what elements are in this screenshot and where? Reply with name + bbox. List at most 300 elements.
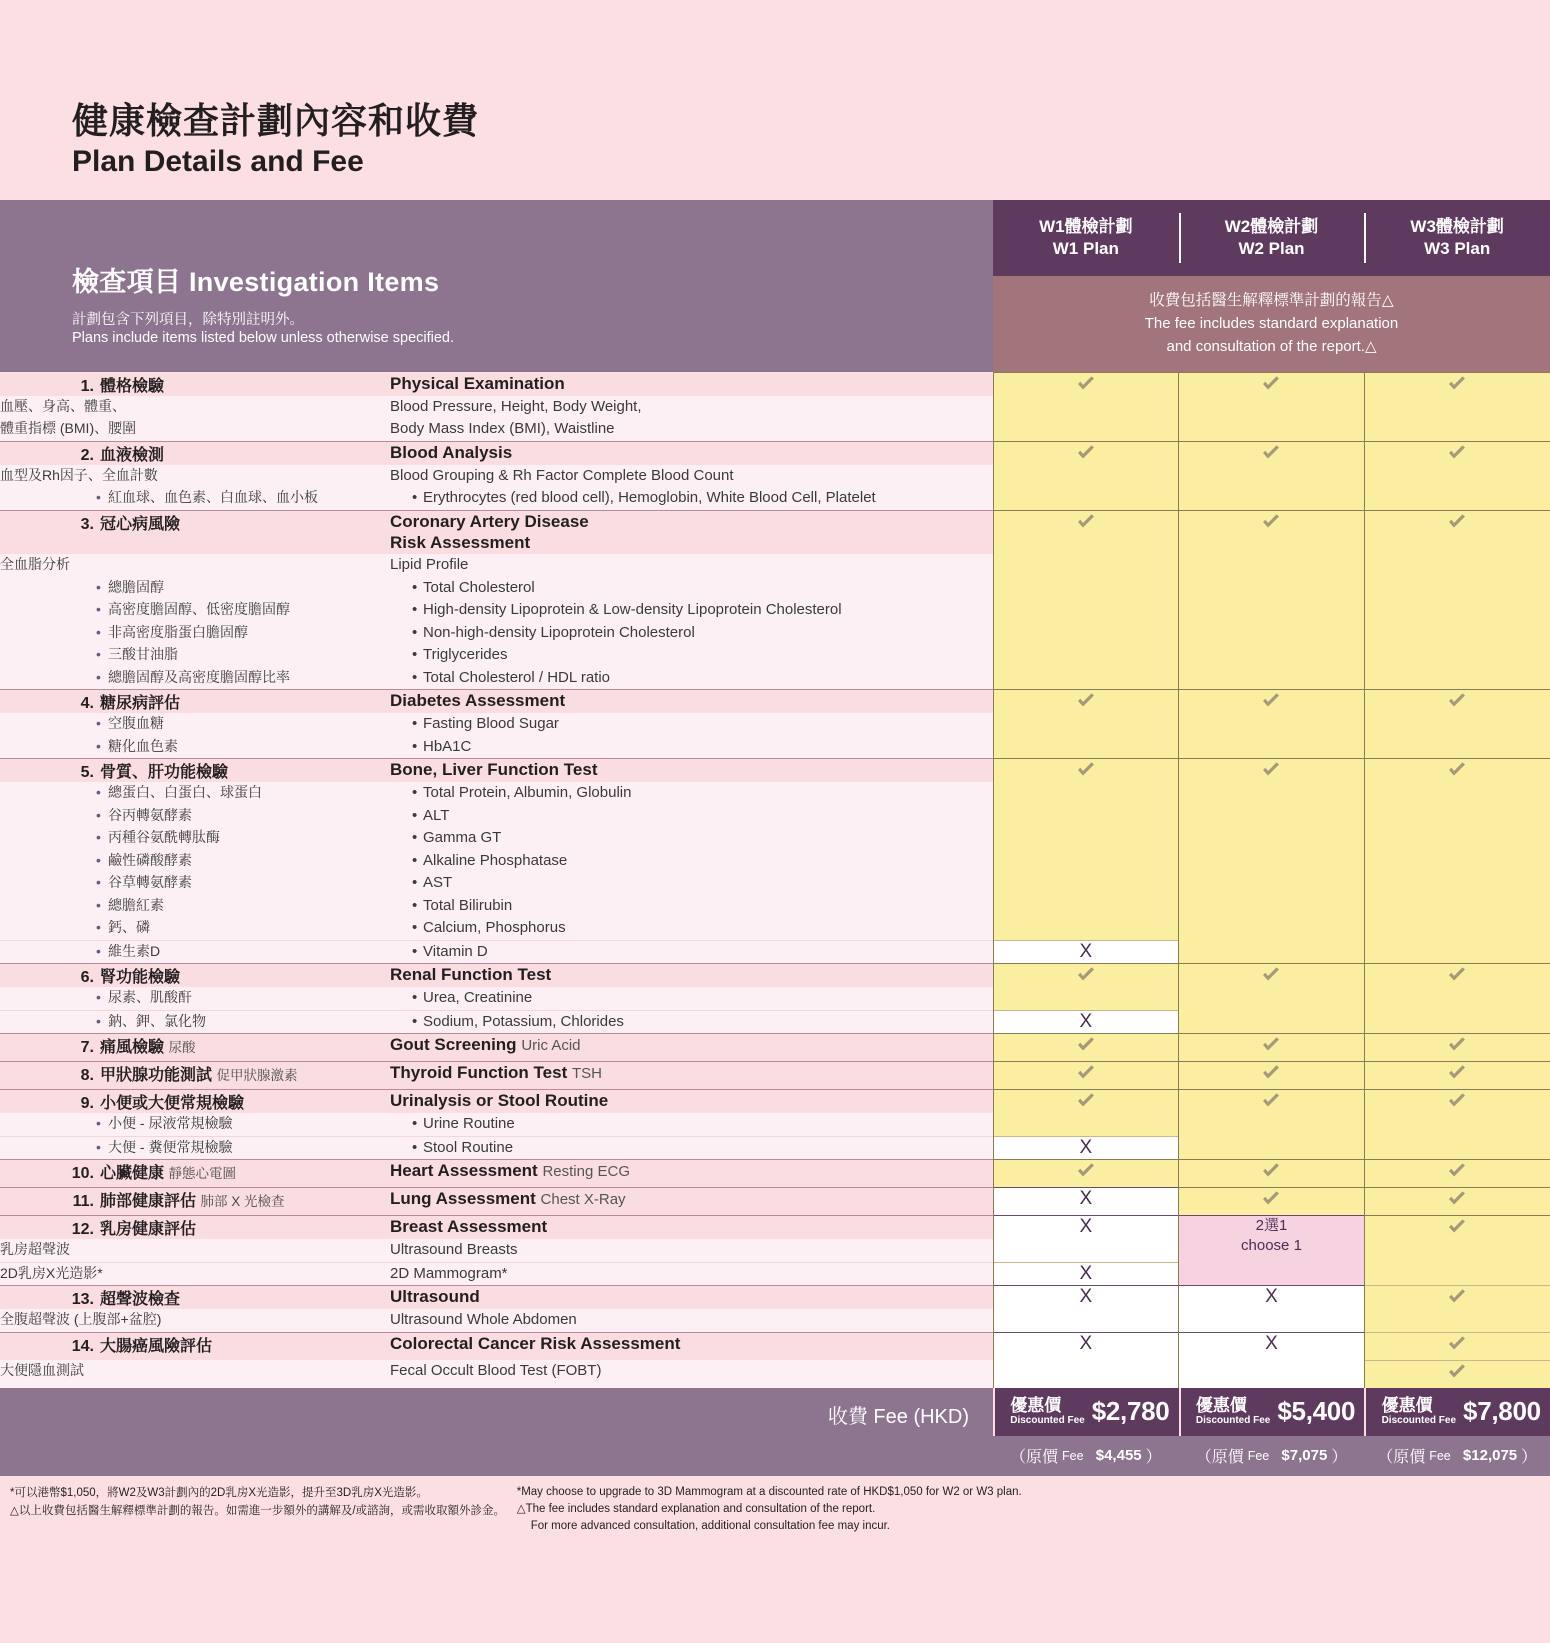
- plan-header-w3-en: W3 Plan: [1424, 239, 1491, 258]
- item-12-sub-2-en: 2D Mammogram*: [390, 1262, 993, 1286]
- item-3-en-line2: Risk Assessment: [390, 533, 531, 553]
- cross-icon: X: [1079, 1332, 1093, 1354]
- table-row: [0, 1034, 1550, 1062]
- item-2-w2-mark: [1179, 441, 1365, 510]
- item-12-sub-2-zh: 2D乳房X光造影*: [0, 1262, 390, 1286]
- check-icon: [1260, 511, 1282, 533]
- item-10-zh-detail: 靜態心電圖: [168, 1166, 236, 1181]
- item-11-number: 11.: [72, 1193, 94, 1210]
- item-11-w2-mark: [1179, 1188, 1365, 1216]
- item-14-w3-mark-a: [1364, 1332, 1550, 1360]
- footnote-en-1: *May choose to upgrade to 3D Mammogram at a discounted rate of HKD$1,050 for W2 or W3 plan.: [516, 1485, 1022, 1498]
- fee-discount-zh-w1: 優惠價: [1010, 1396, 1062, 1415]
- item-7-w3-mark: [1364, 1034, 1550, 1062]
- check-icon: [1446, 1034, 1468, 1056]
- check-icon: [1446, 1286, 1468, 1308]
- check-icon: [1075, 964, 1097, 986]
- item-12-sub-1-zh: 乳房超聲波: [0, 1239, 390, 1262]
- fee-row: [0, 1388, 1550, 1436]
- item-9-number: 9.: [80, 1095, 94, 1112]
- footnote-zh-2: △以上收費包括醫生解釋標準計劃的報告。如需進一步額外的講解及/或諮詢，或需收取額外診金。: [10, 1505, 506, 1518]
- fee-cell-w2: [1179, 1388, 1365, 1436]
- item-13-zh: [0, 1286, 390, 1310]
- item-9-zh-label: 小便或大便常規檢驗: [100, 1095, 245, 1112]
- item-14-w3-mark-b: [1364, 1360, 1550, 1388]
- fee-note-en-line1: The fee includes standard explanation: [1144, 315, 1399, 333]
- check-icon: [1446, 1333, 1468, 1355]
- item-3-sub-3-en: • High-density Lipoprotein & Low-density Lipoprotein Cholesterol: [390, 599, 993, 622]
- item-8-zh: [0, 1062, 390, 1090]
- item-8-en-label: Thyroid Function Test: [390, 1063, 568, 1082]
- item-3-sub-6-en: • Total Cholesterol / HDL ratio: [390, 667, 993, 690]
- table-header-band: [0, 200, 1550, 372]
- plan-header-w2-en: W2 Plan: [1238, 239, 1305, 258]
- check-icon: [1075, 690, 1097, 712]
- check-icon: [1446, 1188, 1468, 1210]
- item-7-w2-mark: [1179, 1034, 1365, 1062]
- plan-header-w3: [1364, 200, 1550, 276]
- original-fee-zh-w2: （原價: [1195, 1449, 1244, 1466]
- check-icon: [1260, 1034, 1282, 1056]
- check-icon: [1260, 690, 1282, 712]
- footnote-en-2: △The fee includes standard explanation and consultation of the report.: [516, 1502, 876, 1515]
- item-12-w2-choose: [1179, 1216, 1365, 1286]
- table-row: [0, 1216, 1550, 1240]
- footnotes-en: [507, 1484, 1540, 1536]
- plan-names-row: [993, 200, 1550, 276]
- item-5-sub-7-en: • Calcium, Phosphorus: [390, 917, 993, 940]
- item-9-stool-w1-mark: [993, 1136, 1179, 1160]
- item-13-number: 13.: [71, 1291, 94, 1308]
- original-fee-close-w2: ）: [1331, 1449, 1348, 1466]
- item-2-number: 2.: [80, 446, 94, 464]
- item-4-zh-label: 糖尿病評估: [100, 695, 181, 712]
- item-4-w2-mark: [1179, 690, 1365, 759]
- item-4-en: Diabetes Assessment: [390, 690, 993, 714]
- item-11-w3-mark: [1364, 1188, 1550, 1216]
- item-5-sub-5-en: • AST: [390, 872, 993, 895]
- fee-note-en-line2: and consultation of the report.△: [1166, 338, 1377, 356]
- item-5-sub-1-en: • Total Protein, Albumin, Globulin: [390, 782, 993, 805]
- item-2-sub-1-en: Blood Grouping & Rh Factor Complete Blood Count: [390, 465, 993, 488]
- item-9-sub-1-en: • Urine Routine: [390, 1113, 993, 1136]
- item-8-w1-mark: [993, 1062, 1179, 1090]
- footnote-en-3: For more advanced consultation, additional consultation fee may incur.: [530, 1520, 890, 1532]
- item-1-w3-mark: [1364, 373, 1550, 442]
- original-fee-amount-w2: $7,075: [1281, 1447, 1328, 1464]
- item-9-w2-mark: [1179, 1090, 1365, 1160]
- check-icon: [1446, 1062, 1468, 1084]
- original-fee-en-w3: Fee: [1429, 1448, 1451, 1463]
- item-6-w3-mark: [1364, 964, 1550, 1034]
- item-5-w3-mark: [1364, 759, 1550, 964]
- fee-cells: [993, 1388, 1550, 1436]
- item-11-zh-detail: 肺部 X 光檢查: [200, 1194, 285, 1209]
- item-11-en-detail: Chest X-Ray: [540, 1191, 626, 1208]
- item-2-en: Blood Analysis: [390, 441, 993, 465]
- item-2-zh: [0, 441, 390, 465]
- item-4-zh: [0, 690, 390, 714]
- item-13-sub-1-en: Ultrasound Whole Abdomen: [390, 1309, 993, 1332]
- item-6-sub-1-zh: • 尿素、肌酸酐: [0, 987, 390, 1010]
- table-row: [0, 759, 1550, 783]
- table-row: [0, 1160, 1550, 1188]
- cross-icon: X: [1079, 1216, 1093, 1237]
- plan-header-w3-zh: W3體檢計劃: [1410, 216, 1504, 236]
- item-5-zh-label: 骨質、肝功能檢驗: [100, 764, 229, 781]
- item-12-w3-mark: [1364, 1216, 1550, 1286]
- item-5-sub-1-zh: • 總蛋白、白蛋白、球蛋白: [0, 782, 390, 805]
- item-5-sub-3-zh: • 丙種谷氨酰轉肽酶: [0, 827, 390, 850]
- item-12-en: Breast Assessment: [390, 1216, 993, 1240]
- item-2-w3-mark: [1364, 441, 1550, 510]
- item-1-sub-1-en: Blood Pressure, Height, Body Weight,: [390, 396, 993, 419]
- item-13-sub-1-zh: 全腹超聲波 (上腹部+盆腔): [0, 1309, 390, 1332]
- item-10-en-label: Heart Assessment: [390, 1161, 538, 1180]
- fee-discount-en-w1: Discounted Fee: [1010, 1415, 1085, 1426]
- item-1-number: 1.: [80, 377, 94, 395]
- item-14-number: 14.: [71, 1337, 94, 1355]
- item-4-sub-1-en: • Fasting Blood Sugar: [390, 713, 993, 736]
- cross-icon: X: [1079, 1286, 1093, 1307]
- item-7-zh-label: 痛風檢驗: [100, 1039, 165, 1056]
- item-9-sub-2-en: • Stool Routine: [390, 1136, 993, 1160]
- fee-discount-zh-w3: 優惠價: [1381, 1396, 1433, 1415]
- table-row: [0, 1332, 1550, 1360]
- check-icon: [1260, 759, 1282, 781]
- item-3-zh: [0, 510, 390, 554]
- item-3-sub-1-en: Lipid Profile: [390, 554, 993, 577]
- item-3-zh-label: 冠心病風險: [100, 515, 181, 533]
- original-fee-cells: [993, 1436, 1550, 1476]
- item-14-zh: [0, 1332, 390, 1360]
- item-14-w2-mark: [1179, 1332, 1365, 1388]
- item-5-sub-6-en: • Total Bilirubin: [390, 895, 993, 918]
- item-1-en: Physical Examination: [390, 373, 993, 396]
- item-5-w1-mark: [993, 759, 1179, 941]
- item-3-sub-5-zh: • 三酸甘油脂: [0, 644, 390, 667]
- check-icon: [1075, 373, 1097, 395]
- cross-icon: X: [1079, 1010, 1093, 1032]
- check-icon: [1260, 1062, 1282, 1084]
- item-6-number: 6.: [80, 969, 94, 986]
- item-6-en: Renal Function Test: [390, 964, 993, 988]
- item-2-sub-2-zh: • 紅血球、血色素、白血球、血小板: [0, 487, 390, 510]
- original-fee-zh-w1: （原價: [1010, 1449, 1059, 1466]
- item-1-zh: [0, 373, 390, 396]
- fee-discount-label-w3: [1382, 1397, 1456, 1426]
- original-fee-left-spacer: [0, 1436, 993, 1476]
- original-fee-w2: [1179, 1436, 1365, 1476]
- investigation-items-sub-en: Plans include items listed below unless otherwise specified.: [72, 330, 455, 346]
- choose-label-zh: 2選1: [1255, 1217, 1288, 1234]
- item-9-sub-1-zh: • 小便 - 尿液常規檢驗: [0, 1113, 390, 1136]
- item-3-en: [390, 510, 993, 554]
- fee-note-band: [993, 276, 1550, 372]
- item-5-sub-2-en: • ALT: [390, 805, 993, 828]
- item-3-w2-mark: [1179, 510, 1365, 690]
- item-7-number: 7.: [80, 1039, 94, 1056]
- table-row: [0, 373, 1550, 396]
- check-icon: [1260, 964, 1282, 986]
- item-7-en-detail: Uric Acid: [521, 1037, 581, 1054]
- item-3-sub-5-en: • Triglycerides: [390, 644, 993, 667]
- item-5-sub-3-en: • Gamma GT: [390, 827, 993, 850]
- choose-label-en: choose 1: [1241, 1237, 1302, 1255]
- footnote-zh-1: *可以港幣$1,050，將W2及W3計劃內的2D乳房X光造影，提升至3D乳房X光造影。: [10, 1486, 428, 1499]
- item-10-en-detail: Resting ECG: [542, 1163, 631, 1180]
- check-icon: [1446, 690, 1468, 712]
- item-5-sub-4-zh: • 鹼性磷酸酵素: [0, 850, 390, 873]
- plan-columns-header: [993, 200, 1550, 372]
- item-10-w1-mark: [993, 1160, 1179, 1188]
- item-4-number: 4.: [80, 695, 94, 712]
- page-title-zh: 健康檢查計劃內容和收費: [72, 100, 480, 141]
- item-13-en: Ultrasound: [390, 1286, 993, 1310]
- item-11-en-label: Lung Assessment: [390, 1189, 536, 1208]
- check-icon: [1075, 1090, 1097, 1112]
- check-icon: [1260, 1188, 1282, 1210]
- item-5-sub-2-zh: • 谷丙轉氨酵素: [0, 805, 390, 828]
- item-1-sub-2-en: Body Mass Index (BMI), Waistline: [390, 418, 993, 441]
- item-13-w2-mark: [1179, 1286, 1365, 1333]
- check-icon: [1446, 759, 1468, 781]
- item-4-sub-2-en: • HbA1C: [390, 736, 993, 759]
- original-fee-amount-w1: $4,455: [1095, 1447, 1142, 1464]
- item-1-zh-label: 體格檢驗: [100, 377, 165, 395]
- item-3-number: 3.: [80, 515, 94, 533]
- investigation-items-table: [0, 372, 1550, 1388]
- table-row: [0, 964, 1550, 988]
- check-icon: [1446, 442, 1468, 464]
- item-4-w1-mark: [993, 690, 1179, 759]
- item-5-sub-7-zh: • 鈣、磷: [0, 917, 390, 940]
- item-7-zh-detail: 尿酸: [168, 1040, 196, 1055]
- page-title-en: Plan Details and Fee: [72, 145, 364, 179]
- fee-discount-zh-w2: 優惠價: [1195, 1396, 1247, 1415]
- table-row: [0, 1062, 1550, 1090]
- check-icon: [1446, 1090, 1468, 1112]
- item-9-en: Urinalysis or Stool Routine: [390, 1090, 993, 1114]
- item-11-w1-mark: [993, 1188, 1179, 1216]
- check-icon: [1446, 511, 1468, 533]
- check-icon: [1260, 442, 1282, 464]
- plan-header-w2-zh: W2體檢計劃: [1224, 216, 1319, 236]
- item-9-w3-mark: [1364, 1090, 1550, 1160]
- footnotes-zh: [10, 1484, 507, 1536]
- fee-discount-en-w3: Discounted Fee: [1381, 1415, 1457, 1426]
- item-5-en: Bone, Liver Function Test: [390, 759, 993, 783]
- item-6-w2-mark: [1179, 964, 1365, 1034]
- plan-header-w2: [1179, 200, 1365, 276]
- item-10-zh-label: 心臟健康: [100, 1165, 165, 1182]
- item-3-sub-6-zh: • 總膽固醇及高密度膽固醇比率: [0, 667, 390, 690]
- item-9-sub-2-zh: • 大便 - 糞便常規檢驗: [0, 1136, 390, 1160]
- original-fee-row: [0, 1436, 1550, 1476]
- item-9-w1-mark: [993, 1090, 1179, 1137]
- table-row: [0, 1188, 1550, 1216]
- check-icon: [1075, 1062, 1097, 1084]
- item-4-w3-mark: [1364, 690, 1550, 759]
- cross-icon: X: [1079, 1136, 1093, 1158]
- item-5-sub-8-zh: • 維生素D: [0, 940, 390, 964]
- item-5-w2-mark: [1179, 759, 1365, 964]
- check-icon: [1446, 1160, 1468, 1182]
- item-8-w2-mark: [1179, 1062, 1365, 1090]
- check-icon: [1260, 1090, 1282, 1112]
- investigation-items-header: [0, 200, 993, 372]
- item-14-sub-1-en: Fecal Occult Blood Test (FOBT): [390, 1360, 993, 1388]
- cross-icon: X: [1265, 1286, 1278, 1307]
- item-12-sub-1-en: Ultrasound Breasts: [390, 1239, 993, 1262]
- fee-note-zh: 收費包括醫生解釋標準計劃的報告△: [1149, 291, 1394, 309]
- item-5-number: 5.: [80, 764, 94, 781]
- cross-icon: X: [1265, 1332, 1278, 1354]
- table-row: [0, 510, 1550, 554]
- item-13-w3-mark: [1364, 1286, 1550, 1333]
- item-5-zh: [0, 759, 390, 783]
- item-10-w2-mark: [1179, 1160, 1365, 1188]
- item-5-sub-5-zh: • 谷草轉氨酵素: [0, 872, 390, 895]
- check-icon: [1446, 964, 1468, 986]
- item-12-mammogram-w1-mark: [993, 1262, 1179, 1286]
- item-5-vitd-w1-mark: [993, 940, 1179, 964]
- fee-amount-w1: $2,780: [1091, 1396, 1170, 1426]
- original-fee-en-w1: Fee: [1062, 1448, 1084, 1463]
- item-8-number: 8.: [80, 1067, 94, 1084]
- item-1-sub-1-zh: 血壓、身高、體重、: [0, 396, 390, 419]
- check-icon: [1260, 373, 1282, 395]
- original-fee-amount-w3: $12,075: [1462, 1447, 1518, 1464]
- item-14-en: Colorectal Cancer Risk Assessment: [390, 1332, 993, 1360]
- item-14-zh-label: 大腸癌風險評估: [100, 1337, 213, 1355]
- item-7-zh: [0, 1034, 390, 1062]
- item-2-sub-1-zh: 血型及Rh因子、全血計數: [0, 465, 390, 488]
- item-8-zh-label: 甲狀腺功能測試: [100, 1067, 213, 1084]
- item-3-sub-4-en: • Non-high-density Lipoprotein Cholesterol: [390, 622, 993, 645]
- item-8-en-detail: TSH: [571, 1065, 602, 1082]
- item-6-zh-label: 腎功能檢驗: [100, 969, 181, 986]
- item-3-sub-2-en: • Total Cholesterol: [390, 577, 993, 600]
- item-3-sub-4-zh: • 非高密度脂蛋白膽固醇: [0, 622, 390, 645]
- cross-icon: X: [1079, 1188, 1093, 1209]
- item-10-number: 10.: [71, 1165, 94, 1182]
- check-icon: [1446, 1361, 1468, 1383]
- item-1-sub-2-zh: 體重指標 (BMI)、腰圍: [0, 418, 390, 441]
- item-1-w2-mark: [1179, 373, 1365, 442]
- investigation-items-title: 檢查項目 Investigation Items: [72, 267, 440, 297]
- item-13-zh-label: 超聲波檢查: [100, 1291, 181, 1308]
- item-5-sub-6-zh: • 總膽紅素: [0, 895, 390, 918]
- item-10-w3-mark: [1364, 1160, 1550, 1188]
- item-1-w1-mark: [993, 373, 1179, 442]
- fee-row-label: 收費 Fee (HKD): [0, 1388, 993, 1436]
- item-3-en-line1: Coronary Artery Disease: [390, 511, 589, 531]
- check-icon: [1075, 511, 1097, 533]
- check-icon: [1075, 759, 1097, 781]
- item-12-number: 12.: [71, 1221, 94, 1238]
- original-fee-close-w1: ）: [1145, 1449, 1162, 1466]
- item-13-w1-mark: [993, 1286, 1179, 1333]
- item-3-w1-mark: [993, 510, 1179, 690]
- item-6-electrolytes-w1-mark: [993, 1010, 1179, 1034]
- cross-icon: X: [1079, 940, 1093, 962]
- investigation-items-sub-zh: 計劃包含下列項目，除特別註明外。: [72, 312, 304, 328]
- fee-amount-w3: $7,800: [1463, 1396, 1541, 1426]
- original-fee-en-w2: Fee: [1247, 1448, 1270, 1463]
- check-icon: [1446, 373, 1468, 395]
- fee-discount-label-w1: [1010, 1397, 1084, 1426]
- check-icon: [1446, 1216, 1468, 1238]
- item-3-sub-1-zh: 全血脂分析: [0, 554, 390, 577]
- item-7-w1-mark: [993, 1034, 1179, 1062]
- plan-header-w1: [993, 200, 1179, 276]
- table-row: [0, 1090, 1550, 1114]
- item-12-zh-label: 乳房健康評估: [100, 1221, 197, 1238]
- item-5-sub-8-en: • Vitamin D: [390, 940, 993, 964]
- item-3-sub-2-zh: • 總膽固醇: [0, 577, 390, 600]
- item-10-zh: [0, 1160, 390, 1188]
- fee-cell-w3: [1364, 1388, 1550, 1436]
- plan-header-w1-en: W1 Plan: [1052, 239, 1119, 258]
- item-7-en: [390, 1034, 993, 1062]
- item-8-zh-detail: 促甲狀腺激素: [216, 1068, 298, 1083]
- fee-cell-w1: [993, 1388, 1179, 1436]
- table-row: [0, 1286, 1550, 1310]
- item-11-en: [390, 1188, 993, 1216]
- original-fee-zh-w3: （原價: [1377, 1449, 1426, 1466]
- table-row: [0, 441, 1550, 465]
- original-fee-close-w3: ）: [1521, 1449, 1538, 1466]
- fee-discount-en-w2: Discounted Fee: [1195, 1415, 1271, 1426]
- item-6-zh: [0, 964, 390, 988]
- item-3-w3-mark: [1364, 510, 1550, 690]
- item-12-zh: [0, 1216, 390, 1240]
- item-10-en: [390, 1160, 993, 1188]
- table-row: [0, 690, 1550, 714]
- item-4-sub-2-zh: • 糖化血色素: [0, 736, 390, 759]
- original-fee-w3: [1364, 1436, 1550, 1476]
- fee-amount-w2: $5,400: [1277, 1396, 1356, 1426]
- item-11-zh-label: 肺部健康評估: [100, 1193, 197, 1210]
- check-icon: [1260, 1160, 1282, 1182]
- original-fee-w1: [993, 1436, 1179, 1476]
- plan-header-w1-zh: W1體檢計劃: [1039, 216, 1133, 236]
- item-6-sub-2-zh: • 鈉、鉀、氯化物: [0, 1010, 390, 1034]
- item-7-en-label: Gout Screening: [390, 1035, 517, 1054]
- item-2-sub-2-en: • Erythrocytes (red blood cell), Hemoglobin, White Blood Cell, Platelet: [390, 487, 993, 510]
- item-11-zh: [0, 1188, 390, 1216]
- check-icon: [1075, 1034, 1097, 1056]
- item-12-ultrasound-w1-mark: [993, 1216, 1179, 1263]
- item-14-sub-1-zh: 大便隱血測試: [0, 1360, 390, 1388]
- item-8-w3-mark: [1364, 1062, 1550, 1090]
- item-5-sub-4-en: • Alkaline Phosphatase: [390, 850, 993, 873]
- item-2-w1-mark: [993, 441, 1179, 510]
- item-6-sub-1-en: • Urea, Creatinine: [390, 987, 993, 1010]
- check-icon: [1075, 442, 1097, 464]
- item-3-sub-3-zh: • 高密度膽固醇、低密度膽固醇: [0, 599, 390, 622]
- check-icon: [1075, 1160, 1097, 1182]
- page-title-block: [0, 0, 1550, 200]
- item-8-en: [390, 1062, 993, 1090]
- item-14-w1-mark: [993, 1332, 1179, 1388]
- item-2-zh-label: 血液檢測: [100, 446, 165, 464]
- footnotes: [0, 1476, 1550, 1550]
- item-9-zh: [0, 1090, 390, 1114]
- item-4-sub-1-zh: • 空腹血糖: [0, 713, 390, 736]
- item-6-sub-2-en: • Sodium, Potassium, Chlorides: [390, 1010, 993, 1034]
